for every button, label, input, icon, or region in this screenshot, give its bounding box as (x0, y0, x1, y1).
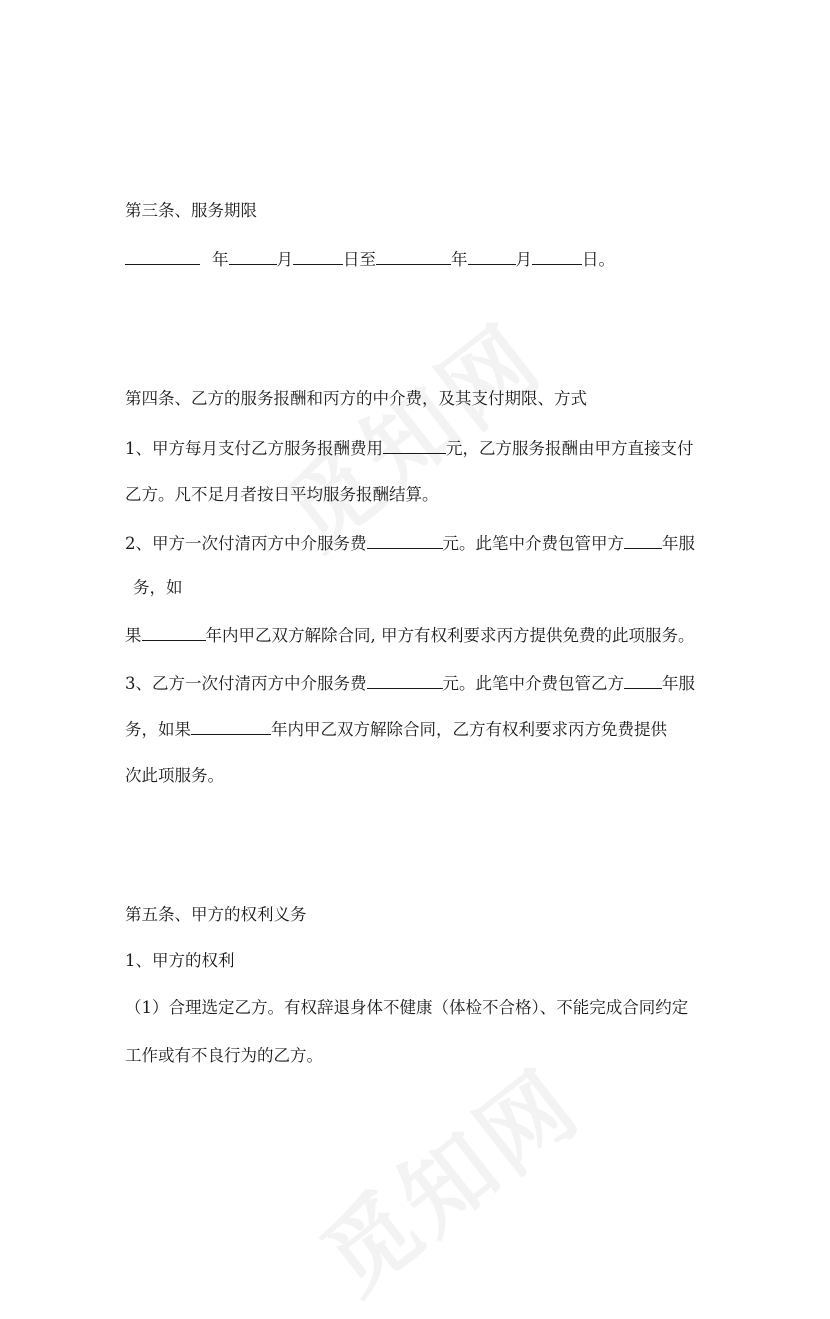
blank-monthly-fee[interactable] (383, 438, 446, 454)
section-5-p1-line-1: （1）合理选定乙方。有权辞退身体不健康（体检不合格）、不能完成合同约定 (125, 998, 689, 1017)
watermark (291, 1033, 604, 1318)
item-2-line-2: 务，如 (133, 578, 183, 597)
item-2-text: 2、甲方一次付清丙方中介服务费 (125, 534, 367, 553)
service-period-line (125, 249, 615, 270)
item-2-text: 年服 (662, 534, 695, 553)
item-2-line-1 (125, 533, 695, 554)
item-2-line-3 (125, 625, 695, 646)
blank-years-a[interactable] (624, 533, 662, 549)
item-1-line-2: 乙方。凡不足月者按日平均服务报酬结算。 (125, 485, 439, 504)
item-3-text: 年服 (662, 674, 695, 693)
day-to-label: 日至 (343, 250, 376, 269)
month-label: 月 (276, 250, 293, 269)
item-3-line-3: 次此项服务。 (125, 766, 224, 785)
blank-terminate-years-a[interactable] (142, 625, 206, 641)
blank-agency-fee-a[interactable] (367, 533, 443, 549)
blank-terminate-years-b[interactable] (191, 719, 271, 735)
section-4-title: 第四条、乙方的服务报酬和丙方的中介费，及其支付期限、方式 (125, 389, 587, 408)
item-1-text: 1、甲方每月支付乙方服务报酬费用 (125, 439, 383, 458)
blank-start-year[interactable] (125, 249, 200, 265)
item-3-text: 元。此笔中介费包管乙方 (442, 674, 624, 693)
blank-start-month[interactable] (229, 249, 277, 265)
year-label: 年 (451, 250, 468, 269)
item-2-text: 果 (125, 626, 142, 645)
item-1-line-1 (125, 438, 694, 459)
watermark (253, 288, 566, 573)
item-3-line-2 (125, 719, 667, 740)
section-5-title: 第五条、甲方的权利义务 (125, 905, 307, 924)
section-3-title: 第三条、服务期限 (125, 201, 257, 220)
item-3-text: 年内甲乙双方解除合同，乙方有权利要求丙方免费提供 (271, 720, 667, 739)
item-3-line-1 (125, 673, 695, 694)
blank-years-b[interactable] (624, 673, 662, 689)
item-1-text: 元，乙方服务报酬由甲方直接支付 (446, 439, 694, 458)
item-3-text: 务，如果 (125, 720, 191, 739)
year-label: 年 (212, 250, 229, 269)
blank-end-year[interactable] (376, 249, 451, 265)
item-2-text: 元。此笔中介费包管甲方 (442, 534, 624, 553)
item-3-text: 3、乙方一次付清丙方中介服务费 (125, 674, 367, 693)
day-end-label: 日。 (582, 250, 615, 269)
section-5-sub-1: 1、甲方的权利 (125, 951, 235, 970)
blank-end-month[interactable] (468, 249, 516, 265)
blank-start-day[interactable] (293, 249, 343, 265)
blank-end-day[interactable] (532, 249, 582, 265)
item-2-text: 年内甲乙双方解除合同, 甲方有权利要求丙方提供免费的此项服务。 (205, 626, 695, 645)
section-5-p1-line-2: 工作或有不良行为的乙方。 (125, 1046, 323, 1065)
month-label: 月 (515, 250, 532, 269)
blank-agency-fee-b[interactable] (367, 673, 443, 689)
